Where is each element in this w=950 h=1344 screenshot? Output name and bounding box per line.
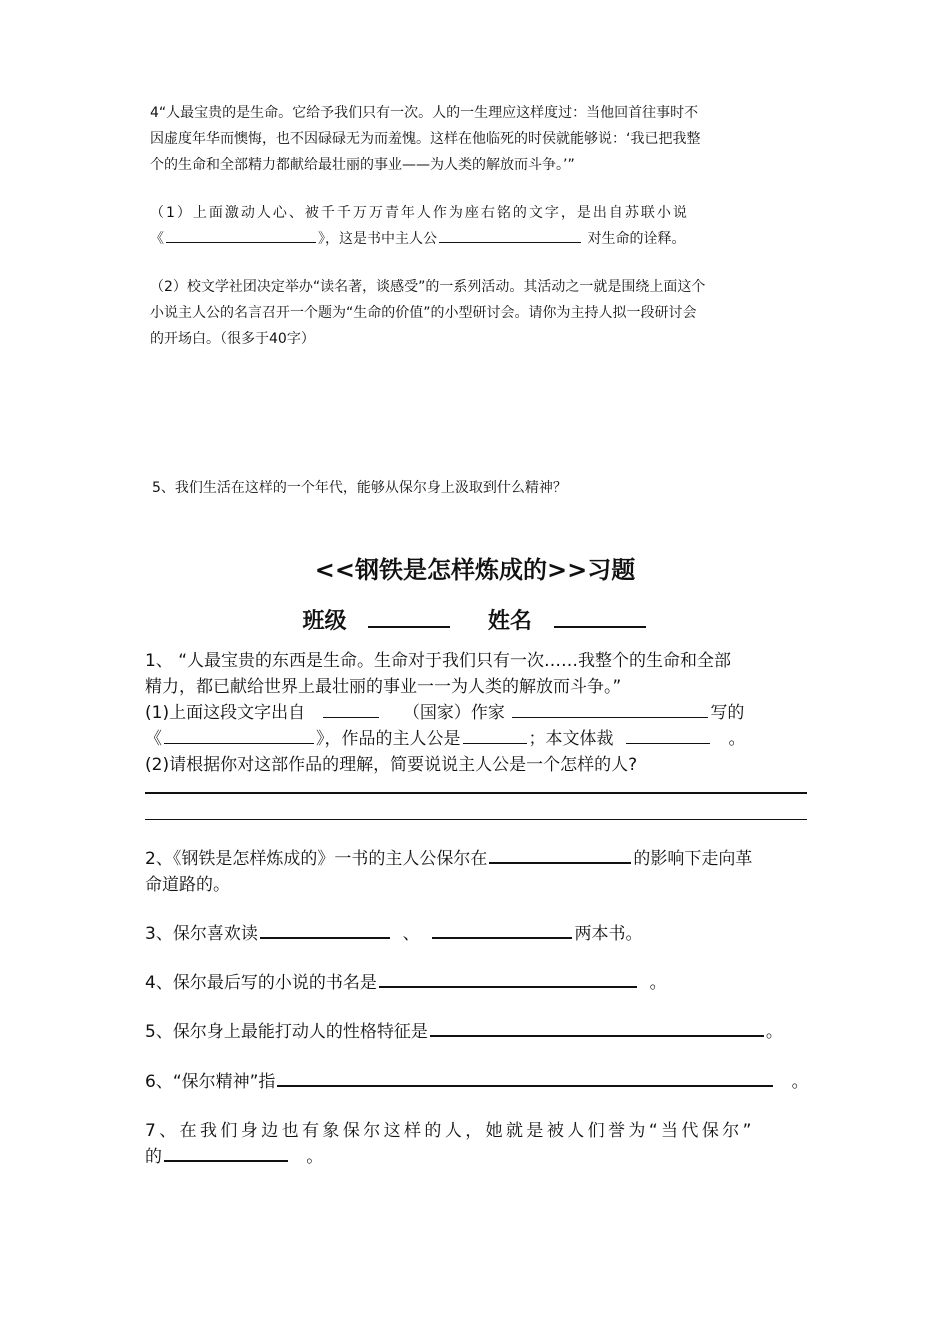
text: 》，这是书中主人公 bbox=[318, 231, 437, 247]
text: 的 bbox=[145, 1147, 162, 1167]
name-label: 姓名 bbox=[487, 609, 532, 634]
q4-sub2-line: （2）校文学社团决定举办“读名著，谈感受”的一系列活动。其活动之一就是围绕上面这个 bbox=[150, 279, 706, 295]
book1-blank[interactable] bbox=[260, 921, 390, 939]
protagonist-blank[interactable] bbox=[439, 226, 581, 243]
q4-passage bbox=[150, 100, 810, 178]
answer-line[interactable] bbox=[145, 792, 807, 794]
genre-blank[interactable] bbox=[626, 727, 710, 744]
text: 6、“保尔精神”指 bbox=[145, 1072, 276, 1092]
ex-q1-1-row bbox=[145, 726, 810, 752]
text: 两本书。 bbox=[574, 924, 643, 944]
influence-blank[interactable] bbox=[489, 846, 631, 864]
q4-passage-line: 4“人最宝贵的是生命。它给予我们只有一次。人的一生理应这样度过：当他回首往事时不 bbox=[150, 105, 699, 121]
answer-line[interactable] bbox=[145, 819, 807, 820]
page-title: <<钢铁是怎样炼成的>>习题 bbox=[314, 556, 636, 584]
text: 。 bbox=[306, 1147, 324, 1167]
ex-q5 bbox=[145, 1019, 810, 1045]
text: 的影响下走向革 bbox=[633, 849, 753, 869]
q4-sub1 bbox=[150, 200, 810, 252]
spirit-blank[interactable] bbox=[277, 1069, 773, 1087]
ex-q2 bbox=[145, 846, 810, 898]
q4-sub2-line: 小说主人公的名言召开一个题为“生命的价值”的小型研讨会。请你为主持人拟一段研讨会 bbox=[150, 305, 697, 321]
text: 5、保尔身上最能打动人的性格特征是 bbox=[145, 1022, 428, 1042]
class-name-row bbox=[0, 604, 950, 635]
trait-blank[interactable] bbox=[430, 1019, 764, 1037]
ex-q1-1-row bbox=[145, 700, 810, 726]
ex-q2-line bbox=[145, 846, 810, 872]
text: (1)上面这段文字出自 bbox=[145, 703, 306, 723]
text: （国家）作家 bbox=[402, 703, 505, 723]
text: ；本文体裁 bbox=[528, 729, 614, 749]
text: 《 bbox=[150, 231, 164, 247]
name-blank[interactable] bbox=[554, 606, 646, 628]
ex-q7-line: 7、在我们身边也有象保尔这样的人，她就是被人们誉为“当代保尔” bbox=[145, 1121, 755, 1141]
class-label: 班级 bbox=[302, 609, 347, 634]
text: 》，作品的主人公是 bbox=[316, 729, 461, 749]
q4-sub1-line bbox=[150, 226, 810, 252]
text: 3、保尔喜欢读 bbox=[145, 924, 258, 944]
text: 。 bbox=[765, 1022, 783, 1042]
ex-q1-2: (2)请根据你对这部作品的理解，简要说说主人公是一个怎样的人? bbox=[145, 755, 638, 775]
text: 。 bbox=[791, 1072, 809, 1092]
text: 写的 bbox=[710, 703, 745, 723]
ex-q2-line: 命道路的。 bbox=[145, 875, 230, 895]
text: 、 bbox=[402, 924, 420, 944]
q5-top: 5、我们生活在这样的一个年代，能够从保尔身上汲取到什么精神？ bbox=[152, 480, 567, 496]
novel-title-blank[interactable] bbox=[166, 226, 316, 243]
q4-sub1-line: （1）上面激动人心、被千千万万青年人作为座右铭的文字，是出自苏联小说 bbox=[150, 205, 689, 221]
ex-q7 bbox=[145, 1118, 810, 1170]
text: 4、保尔最后写的小说的书名是 bbox=[145, 973, 377, 993]
text: 2、《钢铁是怎样炼成的》一书的主人公保尔在 bbox=[145, 849, 488, 869]
book2-blank[interactable] bbox=[432, 921, 572, 939]
text: 《 bbox=[145, 729, 162, 749]
ex-q1-line: 1、 “人最宝贵的东西是生命。生命对于我们只有一次……我整个的生命和全部 bbox=[145, 651, 732, 671]
ex-q6 bbox=[145, 1069, 810, 1095]
last-novel-blank[interactable] bbox=[379, 970, 637, 988]
q4-sub2-line: 的开场白。（很多于40字） bbox=[150, 331, 315, 347]
ex-q4 bbox=[145, 970, 810, 996]
ex-q1-line: 精力，都已献给世界上最壮丽的事业一一为人类的解放而斗争。” bbox=[145, 677, 622, 697]
q4-passage-line: 因虚度年华而懊悔，也不因碌碌无为而羞愧。这样在他临死的时侯就能够说：‘我已把我整 bbox=[150, 131, 701, 147]
q4-passage-line: 个的生命和全部精力都献给最壮丽的事业——为人类的解放而斗争。’” bbox=[150, 157, 575, 173]
text: 。 bbox=[649, 973, 667, 993]
author-blank[interactable] bbox=[512, 701, 708, 718]
text: 。 bbox=[728, 729, 746, 749]
ex-q3 bbox=[145, 921, 810, 947]
book-title-blank[interactable] bbox=[164, 727, 314, 744]
q4-sub2 bbox=[150, 274, 810, 352]
country-blank[interactable] bbox=[323, 701, 379, 718]
class-blank[interactable] bbox=[368, 606, 450, 628]
hero-blank[interactable] bbox=[463, 727, 527, 744]
ex-q1 bbox=[145, 648, 810, 778]
ex-q7-line bbox=[145, 1144, 810, 1170]
text: 对生命的诠释。 bbox=[587, 231, 686, 247]
modern-paul-blank[interactable] bbox=[164, 1144, 288, 1162]
